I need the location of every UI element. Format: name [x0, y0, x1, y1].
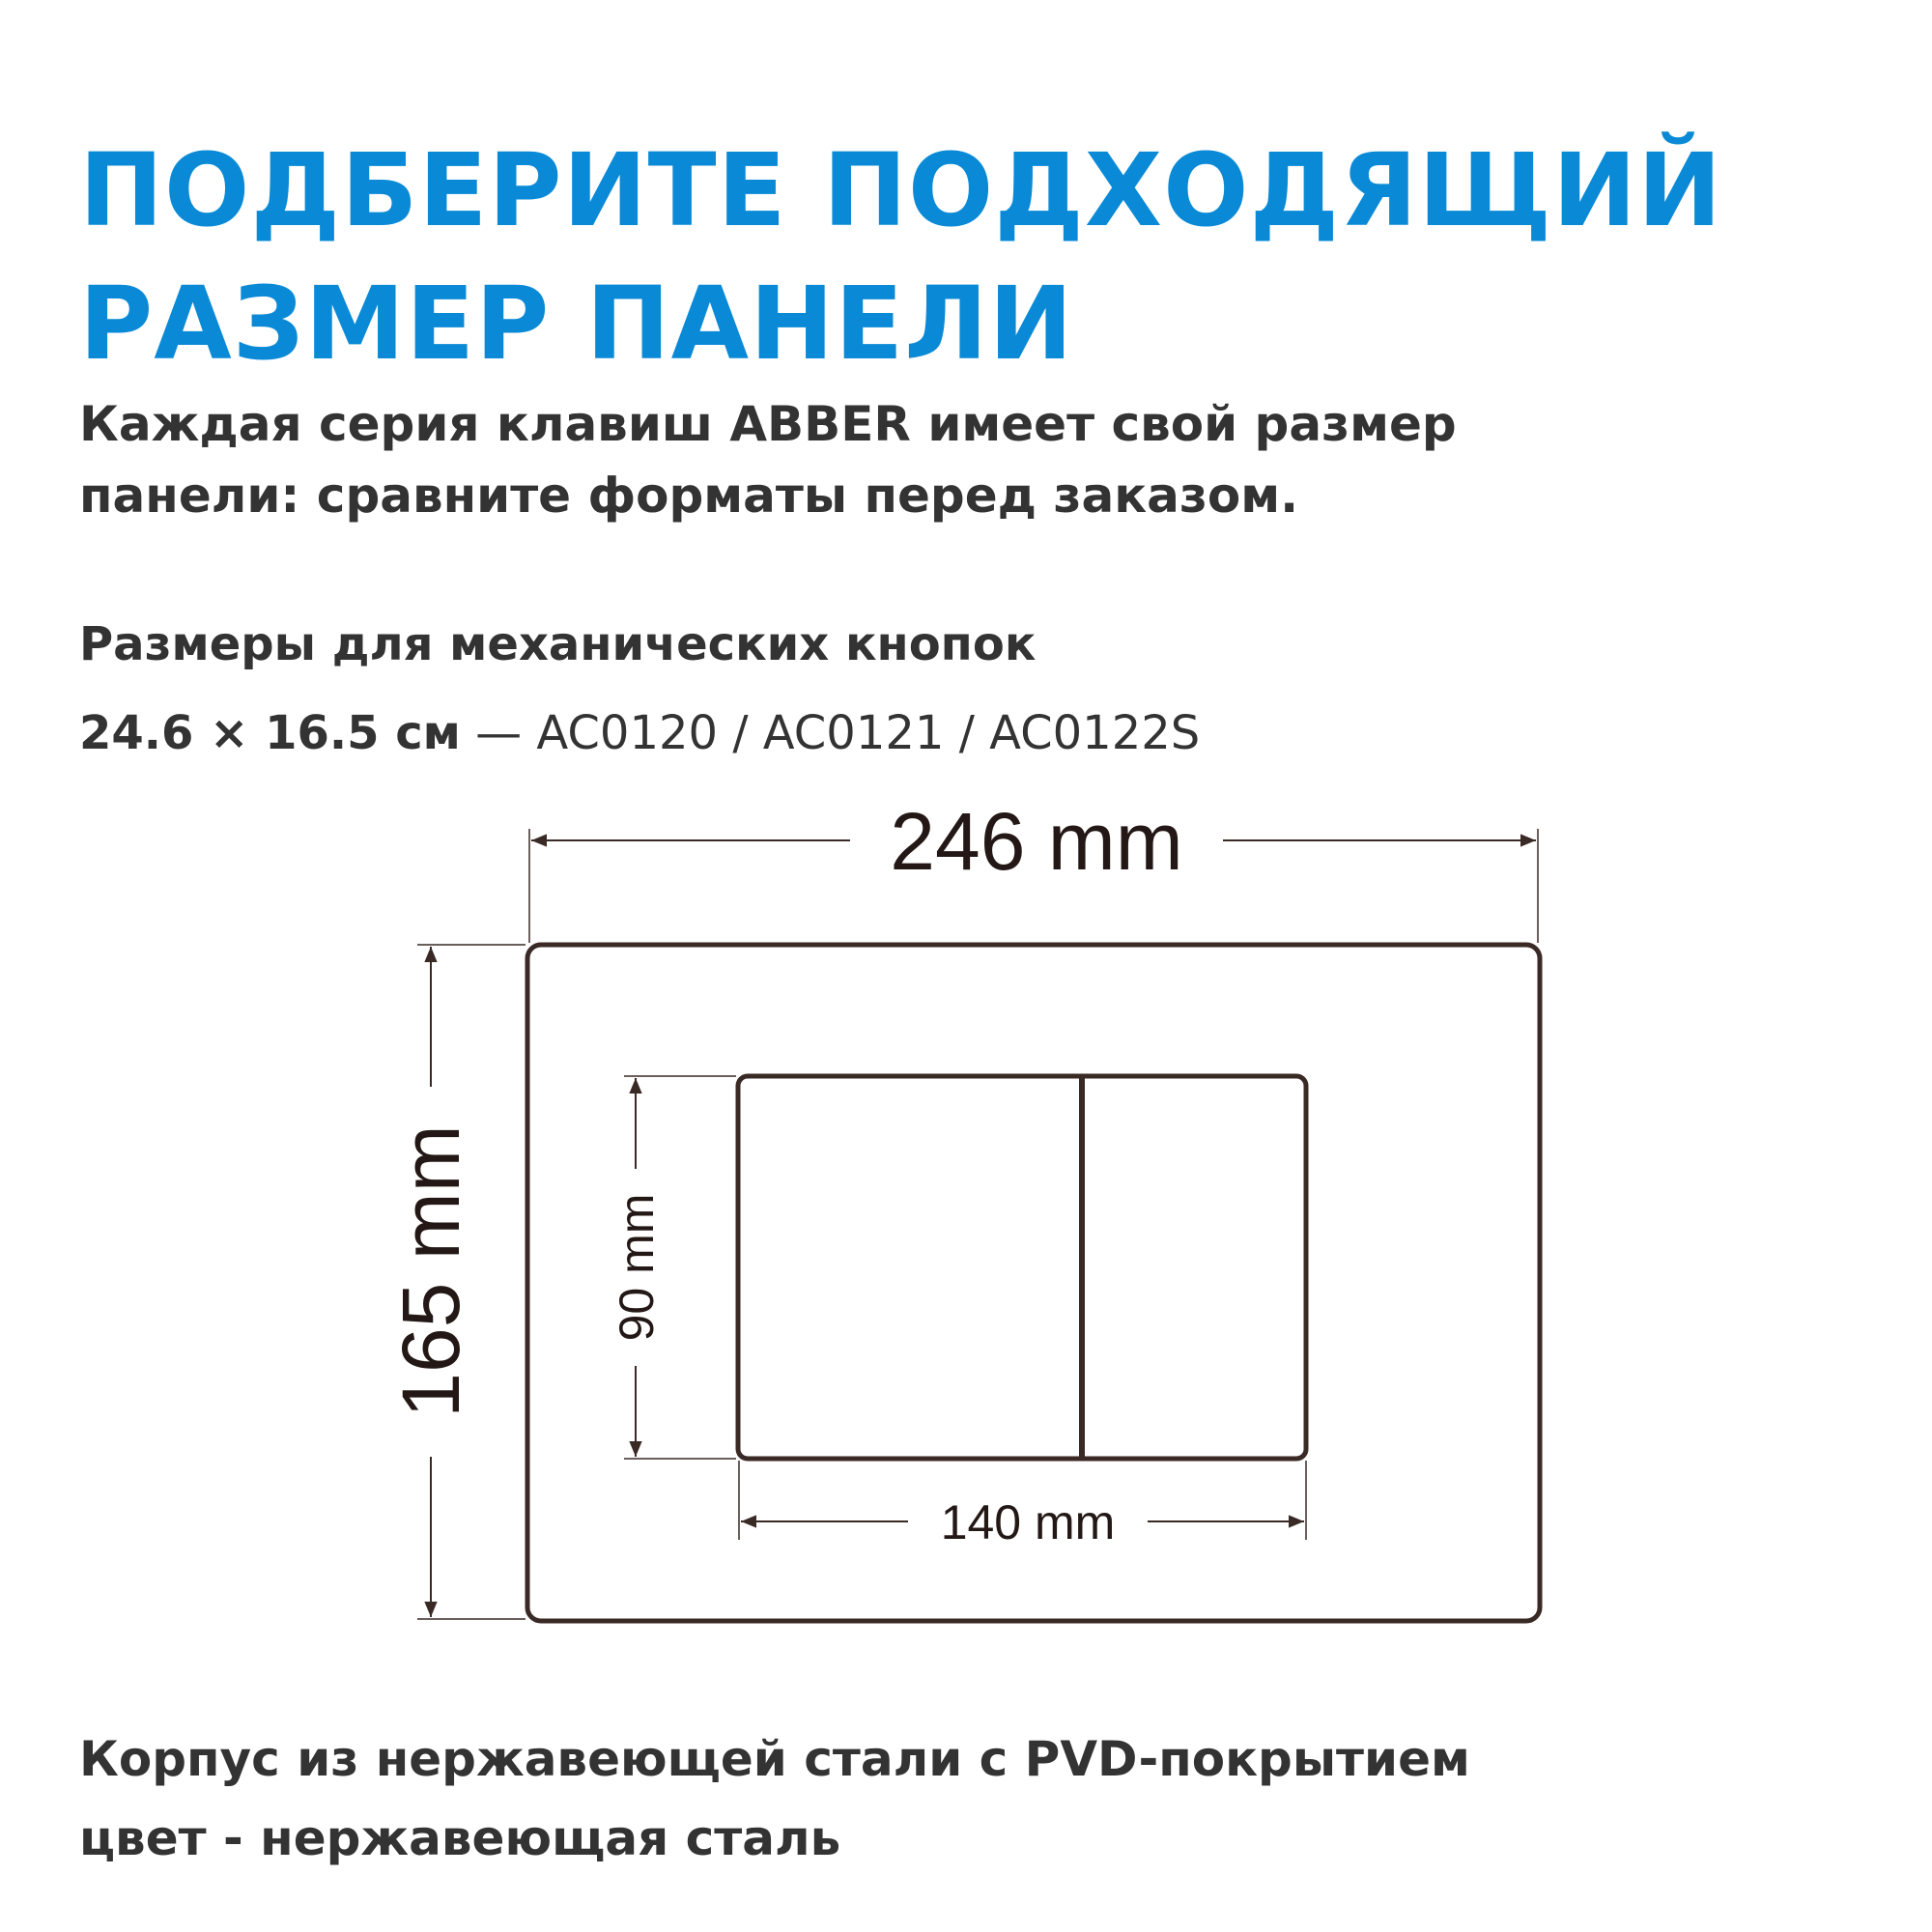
dimensions-separator: — [460, 706, 537, 760]
material-line: Корпус из нержавеющей стали с PVD-покрытием [79, 1731, 1470, 1787]
subtitle-line-1: Каждая серия клавиш ABBER имеет свой размер [79, 396, 1457, 452]
panel-width-label: 246 mm [890, 796, 1183, 887]
title-line-2: РАЗМЕР ПАНЕЛИ [79, 265, 1074, 383]
panel-height-label: 165 mm [385, 1124, 476, 1418]
model-list: AC0120 / AC0121 / AC0122S [536, 706, 1201, 760]
button-width-label: 140 mm [940, 1495, 1116, 1549]
panel-dimensions-cm: 24.6 × 16.5 см [79, 706, 461, 760]
subtitle-line-2: панели: сравните форматы перед заказом. [79, 468, 1299, 524]
color-line: цвет - нержавеющая сталь [79, 1810, 841, 1866]
sizes-heading: Размеры для механических кнопок [79, 617, 1037, 671]
material-description [79, 1719, 1470, 1878]
button-height-label: 90 mm [610, 1193, 664, 1342]
button-block-outline [738, 1076, 1306, 1459]
title-line-1: ПОДБЕРИТЕ ПОДХОДЯЩИЙ [79, 131, 1723, 249]
